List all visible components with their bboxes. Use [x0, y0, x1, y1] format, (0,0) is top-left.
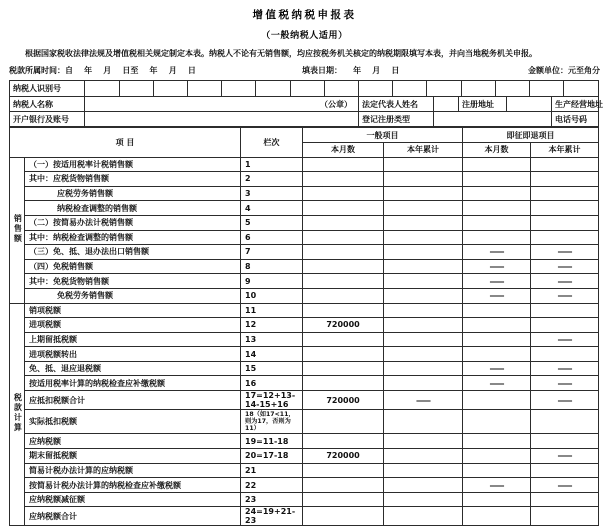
cell-refund-month[interactable] [463, 230, 531, 245]
row-line-number: 23 [241, 492, 303, 507]
form-instructions: 根据国家税收法律法规及增值税相关规定制定本表。纳税人不论有无销售额，均应按税务机关核定的纳税期限填写本表，并向当地税务机关申报。 [25, 49, 537, 58]
taxpayer-id-digit-1[interactable] [85, 81, 119, 96]
cell-general-month[interactable] [303, 361, 384, 376]
cell-general-month[interactable] [303, 410, 384, 434]
cell-refund-month[interactable] [463, 201, 531, 216]
row-item-label: （一）按适用税率计税销售额 [25, 157, 241, 172]
cell-refund-year[interactable]: —— [531, 376, 599, 391]
row-line-number: 22 [241, 478, 303, 493]
cell-general-year[interactable] [384, 492, 463, 507]
taxpayer-id-digit-9[interactable] [359, 81, 393, 96]
cell-refund-year[interactable]: —— [531, 332, 599, 347]
legal-rep-label: 法定代表人姓名 [359, 97, 434, 112]
header-line-no: 栏次 [241, 128, 303, 157]
cell-general-month[interactable] [303, 157, 384, 172]
row-item-label: 应抵扣税额合计 [25, 391, 241, 410]
row-line-number: 13 [241, 332, 303, 347]
taxpayer-id-digit-13[interactable] [495, 81, 529, 96]
cell-general-month[interactable] [303, 507, 384, 526]
cell-general-year[interactable] [384, 361, 463, 376]
cell-refund-month[interactable] [463, 215, 531, 230]
taxpayer-id-cells[interactable] [85, 81, 599, 97]
side-label-tax-calc: 税款计算 [10, 303, 25, 526]
cell-refund-year[interactable] [531, 157, 599, 172]
cell-refund-year[interactable] [531, 434, 599, 449]
header-group-general: 一般项目 [303, 128, 463, 143]
cell-general-month[interactable] [303, 434, 384, 449]
cell-general-month[interactable] [303, 172, 384, 187]
table-row [10, 361, 599, 376]
table-row [10, 478, 599, 493]
cell-general-year[interactable] [384, 259, 463, 274]
row-line-number: 1 [241, 157, 303, 172]
table-row [10, 376, 599, 391]
cell-general-month[interactable]: 720000 [303, 449, 384, 464]
cell-refund-month[interactable] [463, 318, 531, 333]
cell-general-month[interactable] [303, 478, 384, 493]
cell-general-month[interactable] [303, 245, 384, 260]
header-refund-month: 本月数 [463, 142, 531, 157]
table-row [10, 259, 599, 274]
side-label-sales: 销售额 [10, 157, 25, 303]
cell-general-year[interactable] [384, 410, 463, 434]
table-row [10, 434, 599, 449]
cell-general-year[interactable] [384, 507, 463, 526]
cell-general-year[interactable] [384, 274, 463, 289]
cell-refund-month[interactable] [463, 463, 531, 478]
row-line-number: 4 [241, 201, 303, 216]
taxpayer-id-digit-10[interactable] [393, 81, 427, 96]
cell-general-month[interactable] [303, 215, 384, 230]
header-item: 项 目 [10, 128, 241, 157]
cell-general-year[interactable] [384, 245, 463, 260]
row-item-label: 实际抵扣税额 [25, 410, 241, 434]
cell-general-year[interactable] [384, 215, 463, 230]
cell-general-month[interactable] [303, 347, 384, 362]
table-row [10, 186, 599, 201]
taxpayer-id-digit-3[interactable] [153, 81, 187, 96]
cell-general-year[interactable] [384, 157, 463, 172]
row-line-number: 10 [241, 288, 303, 303]
cell-refund-month[interactable] [463, 449, 531, 464]
row-item-label: 其中：免税货物销售额 [25, 274, 241, 289]
cell-general-month[interactable] [303, 274, 384, 289]
row-line-number: 17=12+13-14-15+16 [241, 391, 303, 410]
row-item-label: 销项税额 [25, 303, 241, 318]
cell-general-year[interactable] [384, 303, 463, 318]
cell-general-year[interactable]: —— [384, 391, 463, 410]
cell-refund-month[interactable]: —— [463, 245, 531, 260]
cell-general-year[interactable] [384, 376, 463, 391]
row-item-label: 应纳税额减征额 [25, 492, 241, 507]
tax-period-label: 税款所属时间：自 年 月 日至 年 月 日 [9, 66, 196, 76]
row-item-label: 进项税额转出 [25, 347, 241, 362]
row-item-label: 免、抵、退应退税额 [25, 361, 241, 376]
row-line-number: 8 [241, 259, 303, 274]
row-line-number: 18（如17<11，则为17，否则为11） [241, 410, 303, 434]
phone-label: 电话号码 [552, 112, 599, 127]
reg-type-value[interactable] [434, 112, 552, 127]
row-item-label: 应税劳务销售额 [25, 186, 241, 201]
cell-general-month[interactable] [303, 303, 384, 318]
header-general-year: 本年累计 [384, 142, 463, 157]
cell-refund-year[interactable] [531, 410, 599, 434]
vat-tax-return-form [0, 7, 609, 526]
table-row [10, 157, 599, 172]
row-item-label: 其中：纳税检查调整的销售额 [25, 230, 241, 245]
cell-refund-month[interactable]: —— [463, 478, 531, 493]
cell-refund-month[interactable]: —— [463, 274, 531, 289]
table-row [10, 507, 599, 526]
table-row [10, 288, 599, 303]
cell-refund-year[interactable] [531, 215, 599, 230]
cell-refund-year[interactable] [531, 492, 599, 507]
cell-general-year[interactable] [384, 434, 463, 449]
row-item-label: （二）按简易办法计税销售额 [25, 215, 241, 230]
business-address-label: 生产经营地址 [552, 97, 599, 112]
row-item-label: 应纳税额合计 [25, 507, 241, 526]
cell-general-month[interactable]: 720000 [303, 391, 384, 410]
taxpayer-id-digit-7[interactable] [290, 81, 324, 96]
cell-refund-month[interactable]: —— [463, 288, 531, 303]
cell-general-year[interactable] [384, 318, 463, 333]
table-row [10, 215, 599, 230]
reg-type-label: 登记注册类型 [359, 112, 434, 127]
cell-refund-year[interactable] [531, 318, 599, 333]
cell-refund-month[interactable] [463, 410, 531, 434]
table-row [10, 347, 599, 362]
cell-refund-year[interactable]: —— [531, 259, 599, 274]
table-row [10, 463, 599, 478]
cell-refund-month[interactable] [463, 507, 531, 526]
cell-general-year[interactable] [384, 449, 463, 464]
taxpayer-id-digit-11[interactable] [427, 81, 461, 96]
cell-general-year[interactable] [384, 332, 463, 347]
cell-refund-year[interactable] [531, 230, 599, 245]
table-header-group-row [10, 128, 599, 143]
cell-refund-year[interactable] [531, 172, 599, 187]
cell-general-month[interactable] [303, 259, 384, 274]
cell-refund-month[interactable] [463, 172, 531, 187]
cell-general-year[interactable] [384, 463, 463, 478]
row-item-label: 其中：应税货物销售额 [25, 172, 241, 187]
table-row [10, 449, 599, 464]
cell-general-month[interactable] [303, 230, 384, 245]
cell-general-year[interactable] [384, 478, 463, 493]
cell-refund-year[interactable] [531, 186, 599, 201]
taxpayer-id-label: 纳税人识别号 [10, 81, 85, 97]
row-line-number: 16 [241, 376, 303, 391]
reg-address-value[interactable] [507, 97, 552, 112]
table-row [10, 492, 599, 507]
cell-refund-month[interactable]: —— [463, 376, 531, 391]
taxpayer-name-label: 纳税人名称 [10, 97, 85, 112]
cell-refund-year[interactable]: —— [531, 288, 599, 303]
cell-general-month[interactable] [303, 201, 384, 216]
cell-refund-month[interactable] [463, 434, 531, 449]
cell-general-year[interactable] [384, 186, 463, 201]
taxpayer-id-digit-8[interactable] [324, 81, 358, 96]
cell-refund-month[interactable] [463, 186, 531, 201]
bank-account-row [10, 112, 599, 127]
cell-refund-month[interactable] [463, 492, 531, 507]
row-line-number: 9 [241, 274, 303, 289]
cell-refund-year[interactable] [531, 201, 599, 216]
row-line-number: 20=17-18 [241, 449, 303, 464]
bank-value[interactable] [85, 112, 359, 127]
table-row [10, 318, 599, 333]
cell-general-month[interactable] [303, 492, 384, 507]
cell-general-year[interactable] [384, 347, 463, 362]
row-line-number: 11 [241, 303, 303, 318]
cell-refund-year[interactable] [531, 507, 599, 526]
declaration-table [9, 127, 599, 526]
cell-refund-year[interactable] [531, 347, 599, 362]
cell-general-year[interactable] [384, 201, 463, 216]
cell-refund-month[interactable]: —— [463, 259, 531, 274]
taxpayer-id-digit-14[interactable] [529, 81, 563, 96]
cell-general-month[interactable] [303, 186, 384, 201]
cell-general-month[interactable] [303, 463, 384, 478]
taxpayer-info-table [9, 80, 603, 127]
row-line-number: 2 [241, 172, 303, 187]
cell-refund-month[interactable]: —— [463, 361, 531, 376]
cell-refund-year[interactable]: —— [531, 449, 599, 464]
cell-refund-year[interactable] [531, 303, 599, 318]
row-line-number: 3 [241, 186, 303, 201]
row-line-number: 7 [241, 245, 303, 260]
row-item-label: 按适用税率计算的纳税检查应补缴税额 [25, 376, 241, 391]
row-item-label: 进项税额 [25, 318, 241, 333]
taxpayer-id-digit-2[interactable] [119, 81, 153, 96]
table-row [10, 274, 599, 289]
cell-refund-year[interactable]: —— [531, 245, 599, 260]
taxpayer-id-digit-12[interactable] [461, 81, 495, 96]
table-row [10, 201, 599, 216]
row-line-number: 6 [241, 230, 303, 245]
bank-label: 开户银行及账号 [10, 112, 85, 127]
taxpayer-id-digit-15[interactable] [564, 81, 598, 96]
table-row [10, 245, 599, 260]
row-line-number: 14 [241, 347, 303, 362]
row-line-number: 5 [241, 215, 303, 230]
cell-refund-month[interactable] [463, 391, 531, 410]
row-item-label: 免税劳务销售额 [25, 288, 241, 303]
table-row [10, 391, 599, 410]
cell-general-month[interactable]: 720000 [303, 318, 384, 333]
cell-general-month[interactable] [303, 376, 384, 391]
page-title: 增值税纳税申报表 [252, 9, 357, 21]
legal-rep-value[interactable] [434, 97, 459, 112]
cell-general-month[interactable] [303, 288, 384, 303]
taxpayer-id-row [10, 81, 599, 97]
meta-line [9, 65, 600, 77]
cell-refund-year[interactable]: —— [531, 391, 599, 410]
taxpayer-id-digit-4[interactable] [188, 81, 222, 96]
row-item-label: 简易计税办法计算的应纳税额 [25, 463, 241, 478]
cell-refund-month[interactable] [463, 332, 531, 347]
fill-date-label: 填表日期： 年 月 日 [302, 66, 400, 76]
row-item-label: 纳税检查调整的销售额 [25, 201, 241, 216]
cell-refund-month[interactable] [463, 303, 531, 318]
row-item-label: （三）免、抵、退办法出口销售额 [25, 245, 241, 260]
table-row [10, 172, 599, 187]
taxpayer-id-digit-5[interactable] [222, 81, 256, 96]
cell-general-year[interactable] [384, 172, 463, 187]
taxpayer-id-digit-6[interactable] [256, 81, 290, 96]
table-row [10, 410, 599, 434]
amount-unit-label: 金额单位：元至角分 [528, 66, 600, 76]
cell-general-month[interactable] [303, 332, 384, 347]
cell-refund-month[interactable] [463, 347, 531, 362]
table-row [10, 230, 599, 245]
row-line-number: 19=11-18 [241, 434, 303, 449]
page-subtitle: （一般纳税人适用） [261, 31, 348, 41]
row-item-label: （四）免税销售额 [25, 259, 241, 274]
taxpayer-name-value[interactable]: （公章） [85, 97, 359, 112]
row-line-number: 15 [241, 361, 303, 376]
cell-refund-year[interactable]: —— [531, 274, 599, 289]
row-line-number: 24=19+21-23 [241, 507, 303, 526]
table-row [10, 303, 599, 318]
cell-refund-year[interactable] [531, 463, 599, 478]
cell-general-year[interactable] [384, 230, 463, 245]
reg-address-label: 注册地址 [459, 97, 507, 112]
taxpayer-name-row [10, 97, 599, 112]
cell-refund-year[interactable]: —— [531, 361, 599, 376]
row-item-label: 应纳税额 [25, 434, 241, 449]
row-item-label: 期末留抵税额 [25, 449, 241, 464]
header-refund-year: 本年累计 [531, 142, 599, 157]
row-item-label: 按简易计税办法计算的纳税检查应补缴税额 [25, 478, 241, 493]
row-line-number: 21 [241, 463, 303, 478]
row-item-label: 上期留抵税额 [25, 332, 241, 347]
cell-refund-year[interactable]: —— [531, 478, 599, 493]
row-line-number: 12 [241, 318, 303, 333]
table-row [10, 332, 599, 347]
id-digit-grid [85, 81, 598, 96]
cell-general-year[interactable] [384, 288, 463, 303]
header-group-refund: 即征即退项目 [463, 128, 599, 143]
cell-refund-month[interactable] [463, 157, 531, 172]
header-general-month: 本月数 [303, 142, 384, 157]
